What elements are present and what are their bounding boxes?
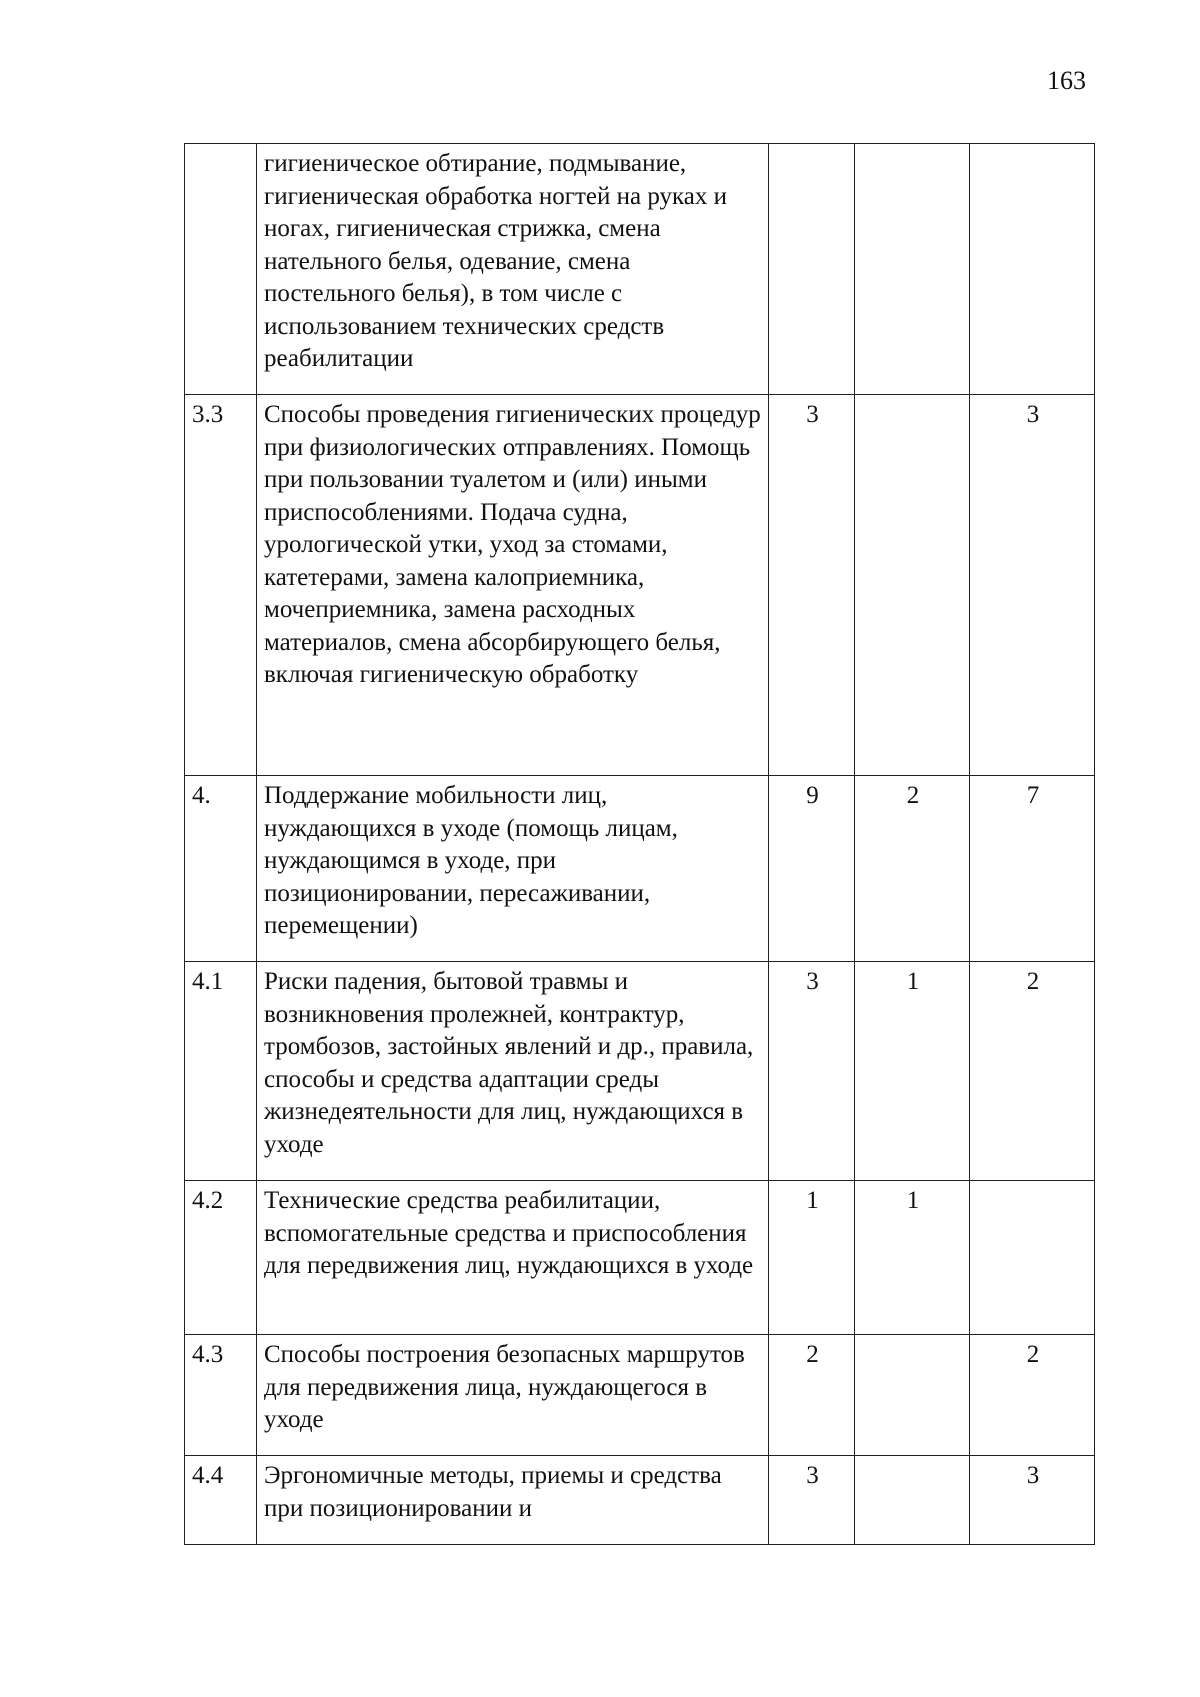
row-topic: Технические средства реабилитации, вспомогательные средства и приспособления для передвижения лиц, нуждающихся в уходе — [257, 1181, 769, 1335]
row-theory-hours — [855, 395, 970, 776]
row-number: 4.4 — [185, 1456, 257, 1545]
row-practice-hours: 2 — [970, 1335, 1095, 1456]
row-practice-hours — [970, 1181, 1095, 1335]
row-total-hours: 3 — [769, 962, 855, 1181]
row-number: 4.1 — [185, 962, 257, 1181]
row-topic: гигиеническое обтирание, подмывание, гигиеническая обработка ногтей на руках и ногах, гигиеническая стрижка, смена нательного белья, одевание, смена постельного белья), в том числе с использованием технических средств реабилитации — [257, 144, 769, 395]
table-row — [185, 776, 1095, 962]
row-total-hours: 3 — [769, 395, 855, 776]
row-theory-hours — [855, 144, 970, 395]
table-row — [185, 395, 1095, 776]
row-practice-hours: 3 — [970, 395, 1095, 776]
row-theory-hours: 1 — [855, 962, 970, 1181]
row-total-hours: 9 — [769, 776, 855, 962]
row-total-hours: 1 — [769, 1181, 855, 1335]
row-number: 4.2 — [185, 1181, 257, 1335]
row-total-hours: 3 — [769, 1456, 855, 1545]
row-topic: Риски падения, бытовой травмы и возникновения пролежней, контрактур, тромбозов, застойных явлений и др., правила, способы и средства адаптации среды жизнедеятельности для лиц, нуждающихся в уходе — [257, 962, 769, 1181]
page-number: 163 — [1047, 66, 1086, 95]
row-number: 3.3 — [185, 395, 257, 776]
row-total-hours: 2 — [769, 1335, 855, 1456]
row-number: 4.3 — [185, 1335, 257, 1456]
row-theory-hours — [855, 1456, 970, 1545]
curriculum-table — [184, 143, 1095, 1545]
table-row — [185, 962, 1095, 1181]
row-total-hours — [769, 144, 855, 395]
table-row — [185, 144, 1095, 395]
row-theory-hours: 1 — [855, 1181, 970, 1335]
row-practice-hours: 3 — [970, 1456, 1095, 1545]
table-row — [185, 1335, 1095, 1456]
row-practice-hours: 7 — [970, 776, 1095, 962]
row-theory-hours — [855, 1335, 970, 1456]
row-topic: Способы проведения гигиенических процедур при физиологических отправлениях. Помощь при пользовании туалетом и (или) иными приспособлениями. Подача судна, урологической утки, уход за стомами, катетерами, замена калоприемника, мочеприемника, замена расходных материалов, смена абсорбирующего белья, включая гигиеническую обработку — [257, 395, 769, 776]
row-number: 4. — [185, 776, 257, 962]
table-row — [185, 1181, 1095, 1335]
row-number — [185, 144, 257, 395]
row-practice-hours — [970, 144, 1095, 395]
row-practice-hours: 2 — [970, 962, 1095, 1181]
row-topic: Эргономичные методы, приемы и средства при позиционировании и — [257, 1456, 769, 1545]
row-topic: Поддержание мобильности лиц, нуждающихся в уходе (помощь лицам, нуждающимся в уходе, при позиционировании, пересаживании, перемещении) — [257, 776, 769, 962]
row-topic: Способы построения безопасных маршрутов для передвижения лица, нуждающегося в уходе — [257, 1335, 769, 1456]
row-theory-hours: 2 — [855, 776, 970, 962]
table-row — [185, 1456, 1095, 1545]
